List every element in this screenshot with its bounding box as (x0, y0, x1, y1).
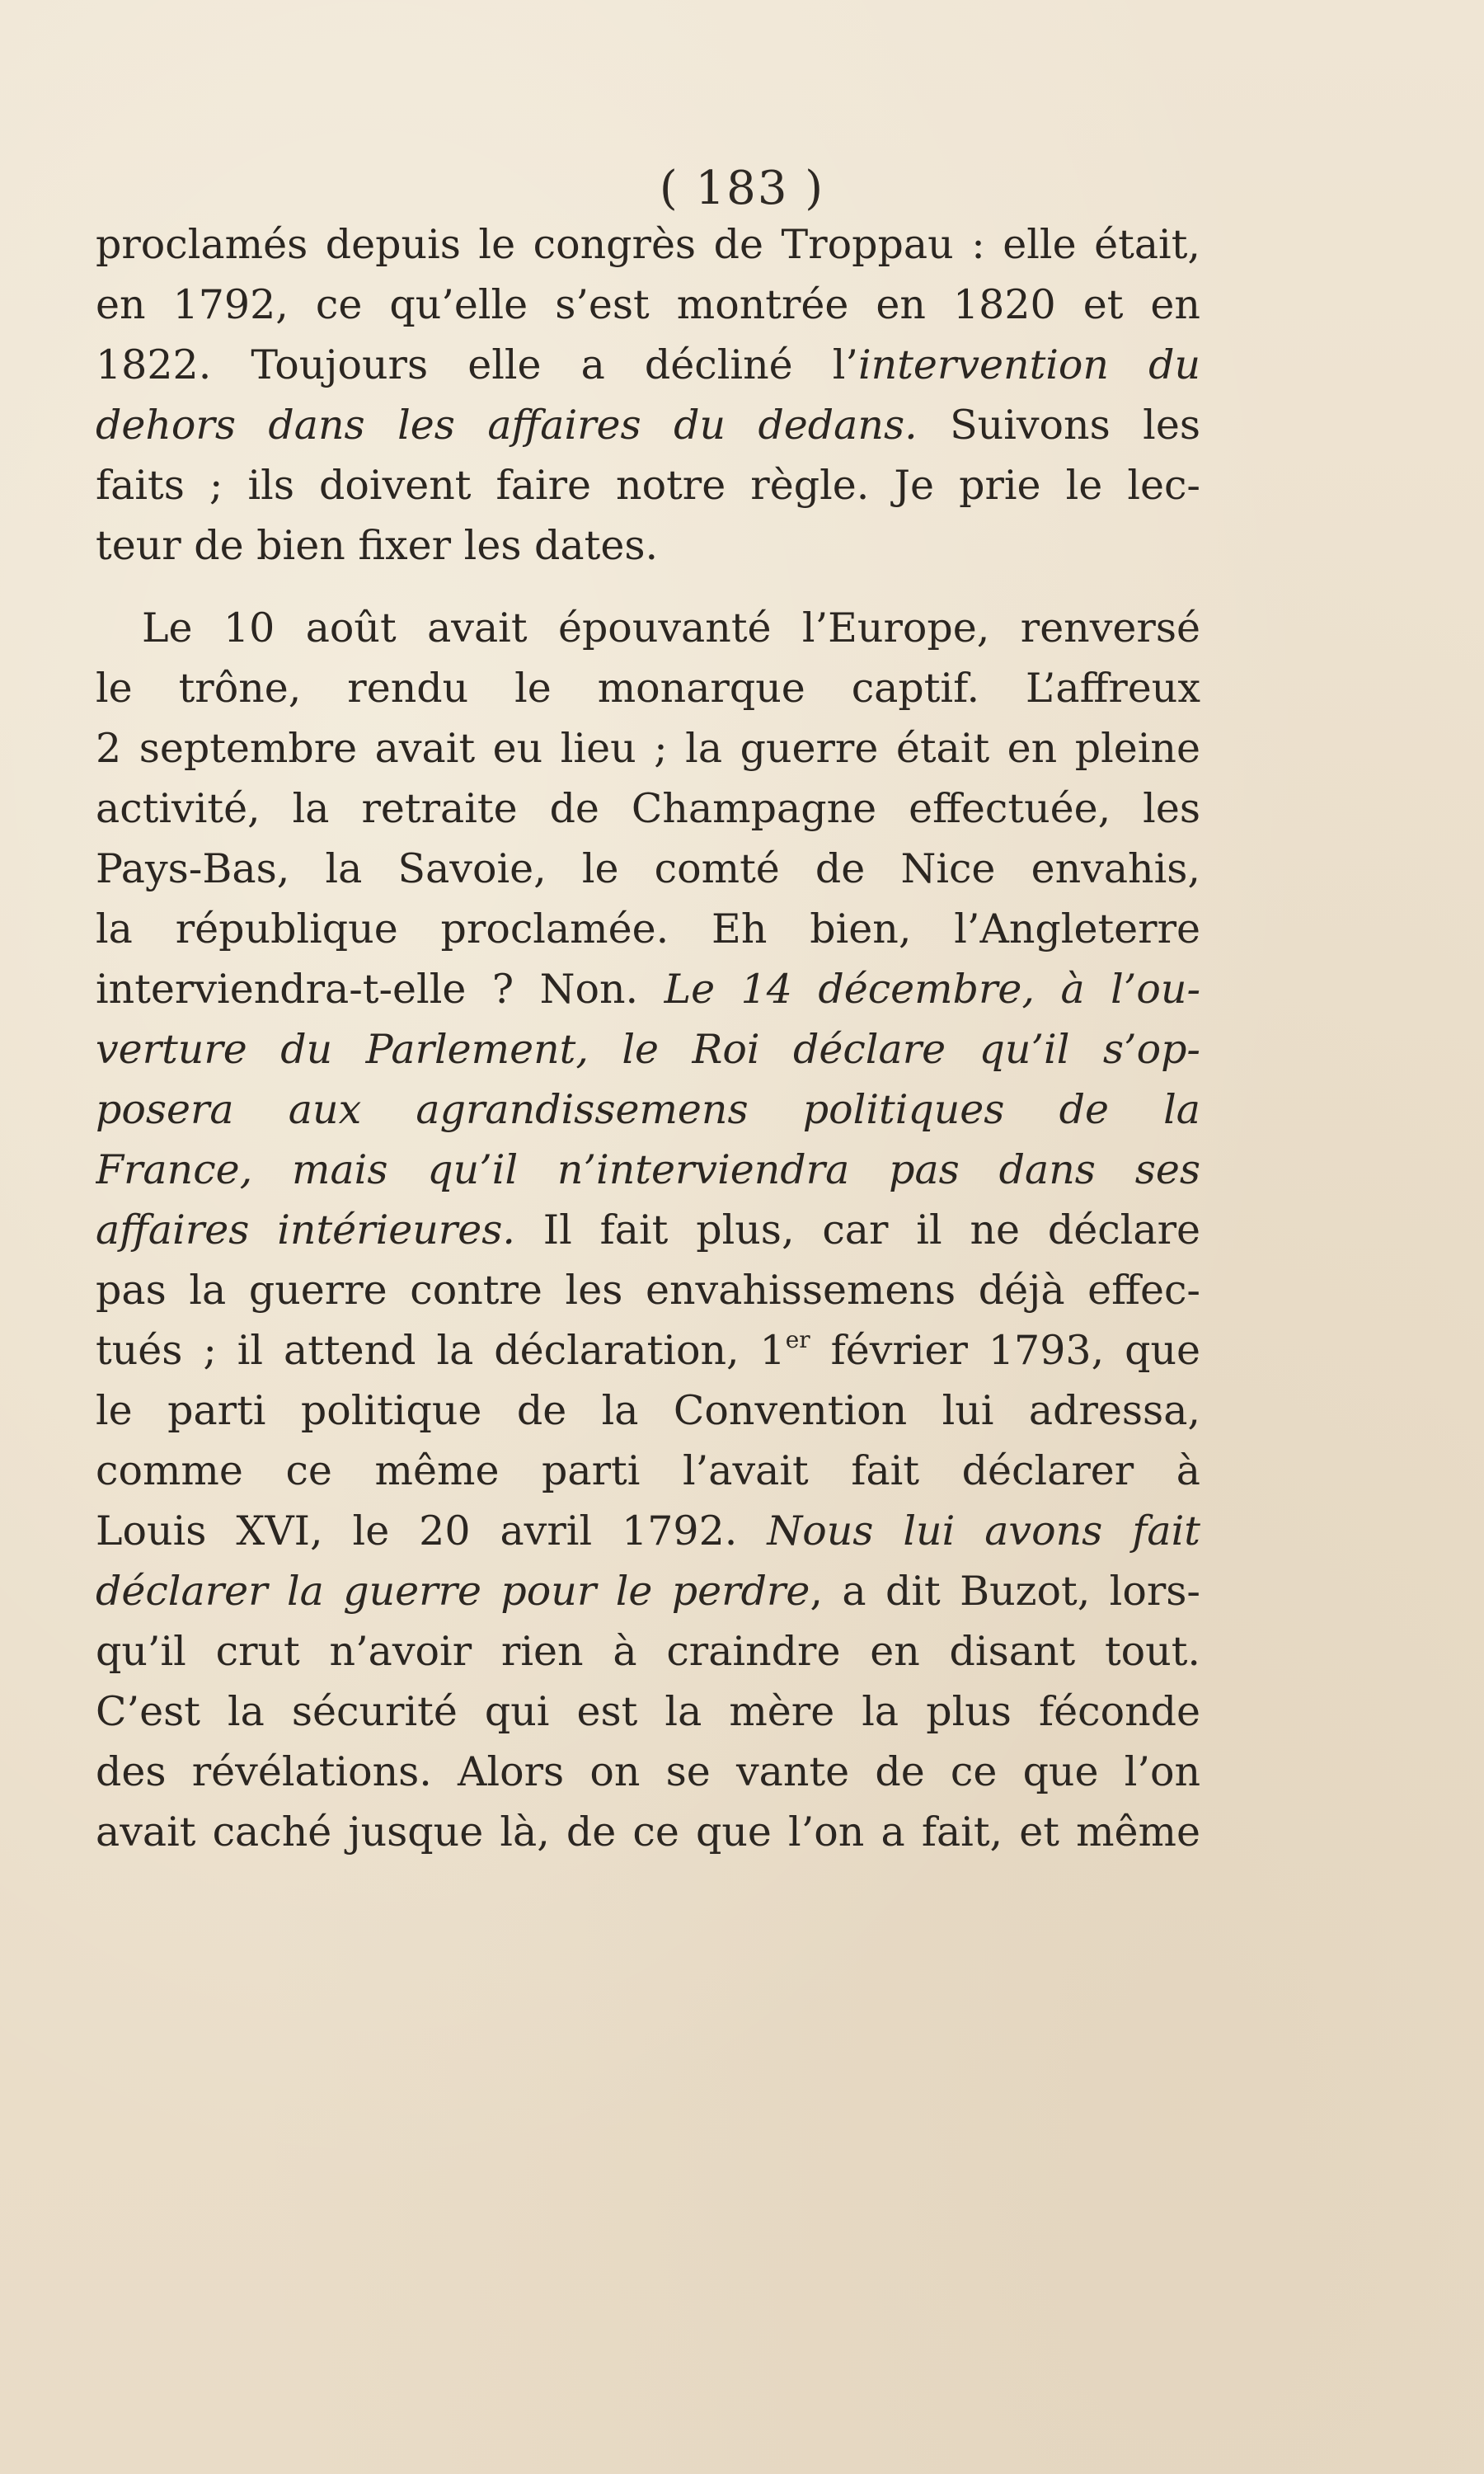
text-line (96, 718, 1200, 778)
text-run: des révélations. Alors on se vante de ce que l’on (96, 1748, 1200, 1795)
italic-text: France, mais qu’il n’interviendra pas dans ses (96, 1146, 1200, 1193)
text-run: teur de bien fixer les dates. (96, 522, 659, 569)
text-line (96, 1681, 1200, 1742)
text-line (96, 1260, 1200, 1320)
superscript-text: er (785, 1326, 810, 1353)
text-run: février 1793, que (810, 1327, 1200, 1374)
text-run: C’est la sécurité qui est la mère la plus féconde (96, 1688, 1200, 1735)
text-line (96, 275, 1200, 335)
page-body (96, 214, 1200, 1862)
italic-text: posera aux agrandissemens politiques de la (96, 1086, 1200, 1133)
text-line (96, 1621, 1200, 1681)
text-run: Le 10 août avait épouvanté l’Europe, renversé (142, 604, 1200, 651)
text-run: le parti politique de la Convention lui adressa, (96, 1387, 1200, 1434)
text-line (96, 959, 1200, 1019)
text-run: 1822. Toujours elle a décliné l’ (96, 341, 858, 388)
text-run: 2 septembre avait eu lieu ; la guerre était en pleine (96, 725, 1200, 772)
text-line (96, 515, 1200, 576)
text-line (96, 899, 1200, 959)
text-run: faits ; ils doivent faire notre règle. Je prie le lec- (96, 462, 1200, 509)
italic-text: Le 14 décembre, à l’ou- (664, 966, 1200, 1013)
text-line (96, 1019, 1200, 1079)
italic-text: déclarer la guerre pour le perdre (96, 1568, 810, 1615)
italic-text: affaires intérieures. (96, 1206, 515, 1253)
text-run: en 1792, ce qu’elle s’est montrée en 1820 et en (96, 281, 1200, 328)
italic-text: verture du Parlement, le Roi déclare qu’il s’op- (96, 1026, 1200, 1073)
text-line (96, 1742, 1200, 1802)
text-line (96, 335, 1200, 395)
text-line (96, 1501, 1200, 1561)
text-line (96, 1380, 1200, 1441)
text-line (96, 455, 1200, 515)
text-line (96, 598, 1200, 658)
italic-text: dehors dans les affaires du dedans. (96, 402, 918, 449)
text-line (96, 658, 1200, 718)
page-number: ( 183 ) (659, 162, 825, 215)
text-run: Louis XVI, le 20 avril 1792. (96, 1507, 768, 1554)
italic-text: Nous lui avons fait (767, 1507, 1200, 1554)
text-run: la république proclamée. Eh bien, l’Angleterre (96, 905, 1200, 952)
text-line (96, 1561, 1200, 1621)
text-line (96, 839, 1200, 899)
text-line (96, 395, 1200, 455)
text-line (96, 1802, 1200, 1862)
text-line (96, 214, 1200, 275)
text-run: Suivons les (917, 402, 1200, 449)
text-line (96, 1079, 1200, 1140)
text-run: comme ce même parti l’avait fait déclarer à (96, 1447, 1200, 1494)
text-line (96, 1320, 1200, 1380)
text-run: le trône, rendu le monarque captif. L’affreux (96, 665, 1200, 712)
text-run: Il fait plus, car il ne déclare (514, 1206, 1200, 1253)
text-run: Pays-Bas, la Savoie, le comté de Nice envahis, (96, 845, 1200, 892)
text-run: proclamés depuis le congrès de Troppau : elle était, (96, 221, 1200, 268)
text-line (96, 1200, 1200, 1260)
italic-text: intervention du (857, 341, 1200, 388)
text-line (96, 1140, 1200, 1200)
text-run: pas la guerre contre les envahissemens déjà effec- (96, 1267, 1200, 1314)
text-line (96, 1441, 1200, 1501)
text-run: qu’il crut n’avoir rien à craindre en disant tout. (96, 1628, 1200, 1675)
text-run: , a dit Buzot, lors- (810, 1568, 1200, 1615)
text-line (96, 778, 1200, 839)
text-run: interviendra-t-elle ? Non. (96, 966, 665, 1013)
text-run: tués ; il attend la déclaration, 1 (96, 1327, 786, 1374)
text-run: activité, la retraite de Champagne effectuée, les (96, 785, 1200, 832)
text-run: avait caché jusque là, de ce que l’on a fait, et même (96, 1808, 1200, 1856)
